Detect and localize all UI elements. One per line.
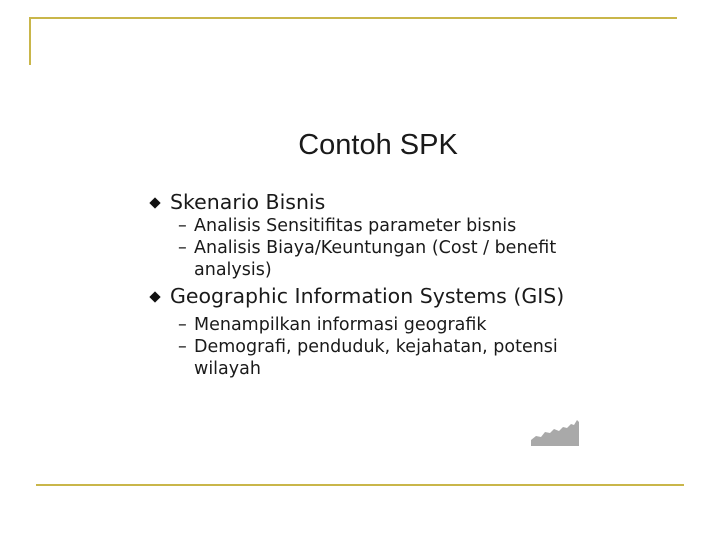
sub-list — [170, 314, 578, 380]
bullet-text: Geographic Information Systems (GIS) — [170, 284, 565, 308]
sub-item-text: Demografi, penduduk, kejahatan, potensi wilayah — [194, 337, 558, 379]
frame-bottom-line — [36, 484, 684, 486]
sub-item-text: Analisis Sensitifitas parameter bisnis — [194, 216, 517, 236]
frame-left-line — [29, 17, 31, 65]
diamond-bullet-icon — [149, 197, 160, 208]
diamond-bullet-icon — [149, 291, 160, 302]
bullet-gis — [148, 284, 578, 380]
sub-item-biaya — [170, 237, 578, 281]
sub-item-informasi-geografik — [170, 314, 578, 336]
slide-content — [148, 190, 578, 380]
bullet-text: Skenario Bisnis — [170, 190, 326, 214]
mountain-shape — [531, 420, 579, 446]
dash-marker: – — [178, 315, 187, 335]
frame-top-line — [29, 17, 677, 19]
dash-marker: – — [178, 337, 187, 357]
sub-item-sensitifitas — [170, 215, 578, 237]
bullet-skenario-bisnis — [148, 190, 578, 281]
slide-title: Contoh SPK — [298, 129, 458, 161]
dash-marker: – — [178, 216, 187, 236]
sub-list — [170, 215, 578, 281]
sub-item-demografi — [170, 336, 578, 380]
dash-marker: – — [178, 238, 187, 258]
sub-item-text: Menampilkan informasi geografik — [194, 315, 487, 335]
sub-item-text: Analisis Biaya/Keuntungan (Cost / benefit analysis) — [194, 238, 557, 280]
mountain-graphic — [531, 418, 579, 446]
